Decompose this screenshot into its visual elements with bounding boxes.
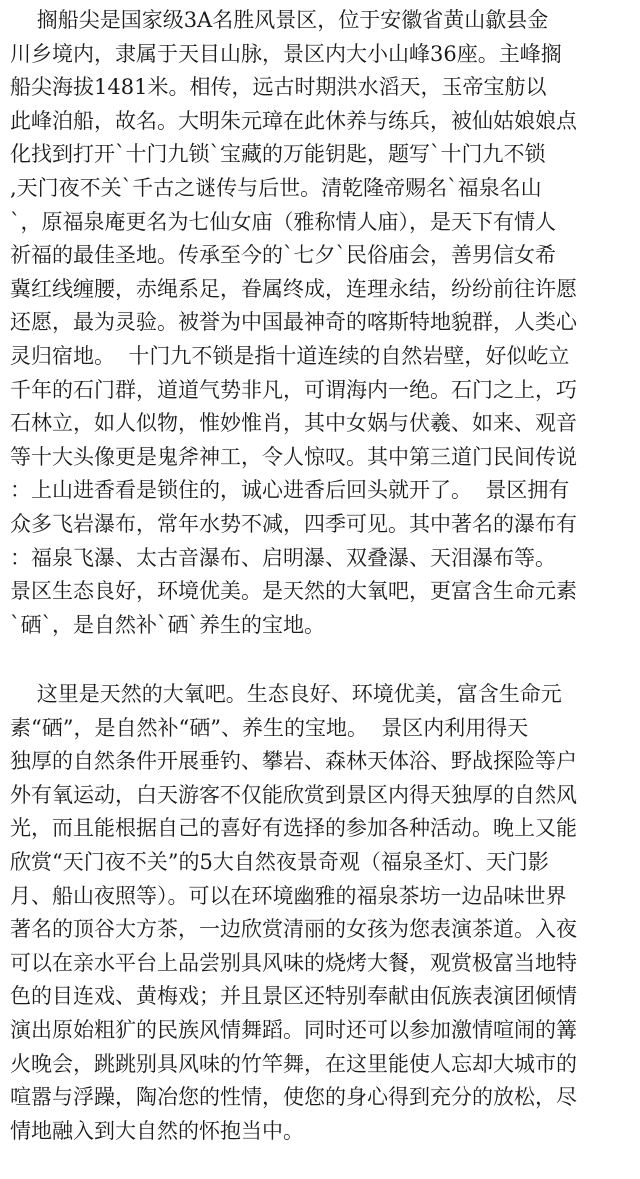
text-line: 色的目连戏、黄梅戏；并且景区还特别奉献由佤族表演团倾情 [10, 984, 577, 1009]
text-line: ,天门夜不关`千古之谜传与后世。清乾隆帝赐名`福泉名山 [10, 175, 542, 200]
text-line: 外有氧运动，白天游客不仅能欣赏到景区内得天独厚的自然风 [10, 782, 577, 807]
text-line: 火晚会，跳跳别具风味的竹竿舞，在这里能使人忘却大城市的 [10, 1051, 577, 1076]
text-line: 这里是天然的大氧吧。生态良好、环境优美，富含生命元 [10, 682, 562, 706]
text-line: 船尖海拔1481米。相传，远古时期洪水滔天，玉帝宝舫以 [10, 75, 547, 100]
text-line: 化找到打开`十门九锁`宝藏的万能钥匙，题写`十门九不锁 [10, 142, 546, 167]
text-line: 景区生态良好，环境优美。是天然的大氧吧，更富含生命元素 [10, 579, 577, 604]
text-line: 可以在亲水平台上品尝别具风味的烧烤大餐，观赏极富当地特 [10, 950, 577, 975]
text-line: 冀红线缠腰，赤绳系足，眷属终成，连理永结，纷纷前往许愿 [10, 276, 577, 301]
text-line: 情地融入到大自然的怀抱当中。 [10, 1118, 304, 1143]
text-line: 祈福的最佳圣地。传承至今的`七夕`民俗庙会，善男信女希 [10, 243, 556, 268]
text-line: 光，而且能根据自己的喜好有选择的参加各种活动。晚上又能 [10, 816, 577, 841]
text-line: 还愿，最为灵验。被誉为中国最神奇的喀斯特地貌群，人类心 [10, 310, 577, 335]
text-line: 演出原始粗犷的民族风情舞蹈。同时还可以参加激情喧闹的篝 [10, 1017, 577, 1042]
paragraph-activities [10, 678, 634, 1148]
text-line: 独厚的自然条件开展垂钓、攀岩、森林天体浴、野战探险等户 [10, 749, 577, 774]
text-line: 石林立，如人似物，惟妙惟肖，其中女娲与伏羲、如来、观音 [10, 411, 577, 436]
text-line: ：上山进香看是锁住的，诚心进香后回头就开了。 景区拥有 [10, 478, 570, 503]
text-line: 众多飞岩瀑布，常年水势不减，四季可见。其中著名的瀑布有 [10, 511, 577, 536]
paragraph-scenic-intro [10, 4, 634, 642]
text-line: ：福泉飞瀑、太古音瀑布、启明瀑、双叠瀑、天泪瀑布等。 [10, 545, 556, 570]
text-line: 素“硒”，是自然补“硒”、养生的宝地。 景区内利用得天 [10, 715, 529, 740]
text-line: 欣赏“天门夜不关”的5大自然夜景奇观（福泉圣灯、天门影 [10, 849, 549, 874]
text-line: 月、船山夜照等）。可以在环境幽雅的福泉茶坊一边品味世界 [10, 883, 567, 908]
text-line: 喧嚣与浮躁，陶冶您的性情，使您的身心得到充分的放松，尽 [10, 1085, 577, 1110]
text-line: 此峰泊船，故名。大明朱元璋在此休养与练兵，被仙姑娘娘点 [10, 108, 577, 133]
text-line: 川乡境内，隶属于天目山脉，景区内大小山峰36座。主峰搁 [10, 41, 562, 66]
text-line: 搁船尖是国家级3A名胜风景区，位于安徽省黄山歙县金 [10, 8, 549, 32]
text-line: `硒`，是自然补`硒`养生的宝地。 [10, 612, 325, 637]
text-line: 灵归宿地。 十门九不锁是指十道连续的自然岩壁，好似屹立 [10, 343, 570, 368]
text-line: `，原福泉庵更名为七仙女庙（雅称情人庙），是天下有情人 [10, 209, 556, 234]
text-line: 等十大头像更是鬼斧神工，令人惊叹。其中第三道门民间传说 [10, 444, 577, 469]
text-line: 著名的顶谷大方茶，一边欣赏清丽的女孩为您表演茶道。入夜 [10, 917, 577, 942]
text-line: 千年的石门群，道道气势非凡，可谓海内一绝。石门之上，巧 [10, 377, 577, 402]
